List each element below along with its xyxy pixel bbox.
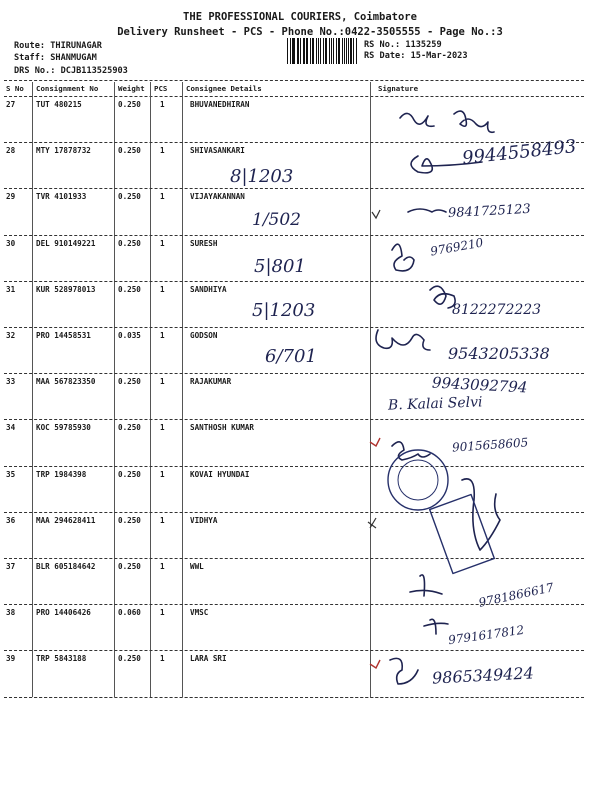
signature [430,286,455,308]
row-consignee: GODSON [190,331,218,340]
row-consignee: VIJAYAKANNAN [190,192,245,202]
route-label: Route: [14,41,46,51]
rs-no-value: 1135259 [405,40,442,50]
row-sno: 35 [6,469,16,479]
row-consignment-no: TRP 1984398 [36,469,87,479]
row-consignment-no: MAA 567823350 [36,377,96,387]
row-weight: 0.250 [118,515,141,525]
row-consignee: WWL [190,562,204,571]
row-consignment-no: PRO 14458531 [36,331,91,340]
red-tick [370,660,380,668]
handwritten-phone: 9769210 [429,235,485,259]
col-weight: Weight [118,84,145,93]
row-weight: 0.250 [118,377,141,387]
signature [376,330,430,350]
col-sno: S No [6,84,24,93]
row-pcs: 1 [160,238,165,248]
signature [400,111,494,132]
col-consignee: Consignee Details [186,84,262,93]
row-weight: 0.250 [118,146,141,156]
signature [410,575,442,596]
row-pcs: 1 [160,192,165,202]
handwritten-door-no: 6/701 [265,346,317,367]
row-pcs: 1 [160,100,165,109]
row-consignment-no: BLR 605184642 [36,562,96,571]
rs-date-label: RS Date: [364,51,406,61]
col-pcs: PCS [154,84,168,93]
handwritten-phone: 9841725123 [447,201,532,222]
row-sno: 39 [6,654,16,664]
handwritten-phone: 9543205338 [448,344,550,363]
row-consignment-no: KUR 528978013 [36,284,96,294]
row-pcs: 1 [160,562,165,571]
row-consignment-no: TUT 480215 [36,100,82,109]
row-weight: 0.250 [118,562,141,571]
handwritten-phone: 9944558493 [461,136,578,169]
row-consignment-no: DEL 910149221 [36,238,96,248]
row-pcs: 1 [160,608,165,618]
round-stamp [398,460,438,500]
drs-value: DCJB113525903 [60,66,128,76]
row-weight: 0.250 [118,192,141,202]
handwritten-door-no: 1/502 [252,210,301,230]
row-consignment-no: MTY 17878732 [36,146,91,156]
row-consignee: SURESH [190,238,218,248]
col-consignment: Consignment No [36,84,99,93]
row-pcs: 1 [160,423,165,433]
row-consignment-no: PRO 14406426 [36,608,91,618]
handwritten-phone: 9015658605 [451,435,529,455]
staff-label: Staff: [14,53,46,63]
signature [392,244,414,271]
row-pcs: 1 [160,469,165,479]
row-consignee: SANDHIYA [190,284,227,294]
row-consignee: RAJAKUMAR [190,377,232,387]
row-consignee: LARA SRI [190,654,227,664]
handwritten-phone: 9943092794 [431,373,528,397]
handwritten-phone: 9781866617 [477,580,555,610]
row-weight: 0.250 [118,469,141,479]
row-weight: 0.250 [118,654,141,664]
rectangular-stamp [430,495,495,574]
signature [424,619,448,634]
signature [390,658,418,684]
round-stamp [388,450,448,510]
row-pcs: 1 [160,515,165,525]
row-sno: 33 [6,377,16,387]
row-weight: 0.250 [118,423,141,433]
company-title: THE PROFESSIONAL COURIERS, Coimbatore [183,11,417,23]
row-consignee: SANTHOSH KUMAR [190,423,255,433]
red-tick [370,438,380,446]
row-sno: 32 [6,331,16,340]
col-signature: Signature [378,84,419,93]
row-weight: 0.060 [118,608,141,618]
row-sno: 36 [6,515,16,525]
row-consignee: VMSC [190,608,209,618]
handwritten-door-no: 5|801 [254,256,306,277]
rs-no-label: RS No.: [364,40,401,50]
signature [462,479,500,550]
row-consignment-no: KOC 59785930 [36,423,91,433]
row-consignee: KOVAI HYUNDAI [190,469,250,479]
row-consignee: SHIVASANKARI [190,146,245,156]
row-consignment-no: TRP 5843188 [36,654,87,664]
row-sno: 28 [6,146,16,156]
row-sno: 31 [6,284,16,294]
row-weight: 0.250 [118,100,141,109]
row-sno: 29 [6,192,16,202]
row-pcs: 1 [160,377,165,387]
row-sno: 27 [6,100,16,109]
row-pcs: 1 [160,284,165,294]
row-sno: 38 [6,608,16,618]
ink-tick [372,210,380,218]
row-pcs: 1 [160,331,165,340]
rs-date-value: 15-Mar-2023 [410,51,468,61]
runsheet-subtitle: Delivery Runsheet - PCS - Phone No.:0422-3505555 - Page No.:3 [117,26,503,38]
handwritten-phone: 8122272223 [452,302,542,318]
divider [4,697,584,698]
row-consignment-no: MAA 294628411 [36,515,96,525]
row-consignment-no: TVR 4101933 [36,192,87,202]
row-pcs: 1 [160,654,165,664]
route-value: THIRUNAGAR [50,41,102,51]
row-weight: 0.035 [118,331,141,340]
handwritten-phone: 9865349424 [431,663,535,688]
row-sno: 37 [6,562,16,571]
handwritten-door-no: 5|1203 [252,300,316,321]
handwritten-door-no: 8|1203 [230,166,294,187]
row-weight: 0.250 [118,238,141,248]
row-sno: 34 [6,423,16,433]
row-sno: 30 [6,238,16,248]
row-consignee: BHUVANEDHIRAN [190,100,250,109]
handwritten-name: B. Kalai Selvi [387,394,483,414]
row-pcs: 1 [160,146,165,156]
row-consignee: VIDHYA [190,515,218,525]
row-weight: 0.250 [118,284,141,294]
signature [411,156,482,173]
signature [408,209,446,212]
drs-label: DRS No.: [14,66,56,76]
handwritten-phone: 9791617812 [447,622,525,648]
ink-tick [368,518,376,528]
staff-value: SHANMUGAM [50,53,97,63]
